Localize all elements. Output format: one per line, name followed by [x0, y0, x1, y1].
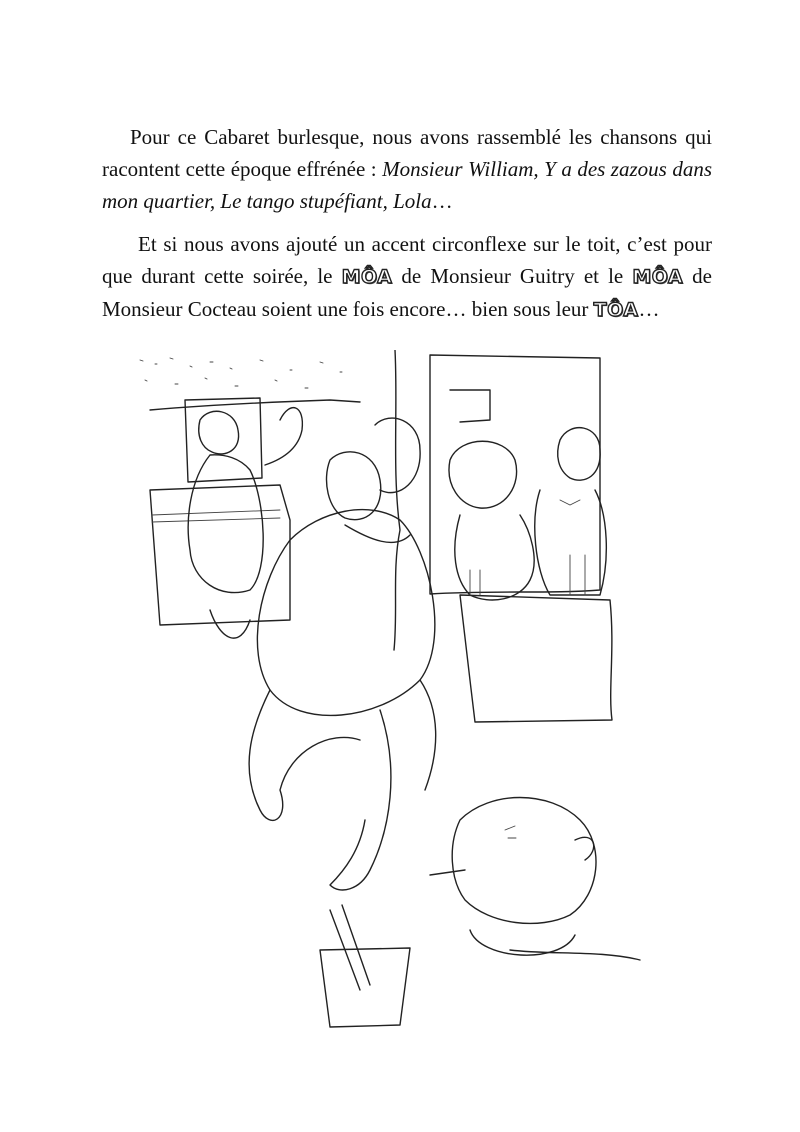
text-part2: de Monsieur Guitry et le	[392, 264, 633, 288]
song-list: Monsieur William, Y a des zazous dans mon quartier, Le tango stupéfiant, Lola	[102, 157, 712, 213]
bucket-sticks	[330, 905, 370, 990]
profile-face	[452, 798, 596, 924]
wine-glasses	[470, 555, 585, 595]
paragraph-accent	[102, 228, 712, 326]
pianist-body	[188, 455, 263, 593]
gentleman-head	[558, 428, 600, 481]
bow-tie	[560, 500, 580, 505]
cabaret-sketch-illustration	[130, 350, 650, 1030]
champagne-bucket	[320, 948, 410, 1027]
profile-eye	[505, 826, 516, 838]
pianist-raised-arm	[265, 408, 302, 465]
dancer-back	[257, 510, 434, 716]
small-frame	[450, 390, 490, 422]
cabaret-sketch-svg	[130, 350, 650, 1030]
piano-body	[150, 485, 290, 625]
partner-skirt	[420, 680, 436, 790]
partner-head	[375, 418, 420, 492]
woman-body	[455, 515, 534, 600]
text-part3: de Monsieur Cocteau soient une fois encore… bien sous leur	[102, 264, 712, 321]
wavy-wall-edge	[394, 350, 400, 650]
text-end: …	[638, 297, 660, 321]
cigarette	[430, 870, 465, 875]
moa-guitry: MÔA	[341, 266, 393, 288]
paragraph-intro	[102, 121, 712, 217]
wall-line	[150, 400, 360, 410]
woman-head	[449, 441, 517, 508]
profile-ear	[575, 837, 594, 860]
sketch-background-speckles	[140, 358, 342, 388]
piano-music-stand	[185, 398, 262, 482]
text-part1: Et si nous avons ajouté un accent circonflexe sur le toit, c’est pour que durant cette soirée, le	[102, 232, 712, 288]
pianist-hand	[210, 610, 250, 638]
toa-word: TÔA	[593, 299, 639, 321]
dancer-leg-left	[249, 690, 360, 820]
gentleman-body	[535, 490, 607, 595]
cafe-table	[460, 595, 612, 722]
pianist-head	[199, 411, 239, 454]
ellipsis: …	[431, 189, 453, 213]
intro-text: Pour ce Cabaret burlesque, nous avons rassemblé les chansons qui racontent cette époque effrénée :	[102, 125, 712, 181]
moa-cocteau: MÔA	[632, 266, 684, 288]
